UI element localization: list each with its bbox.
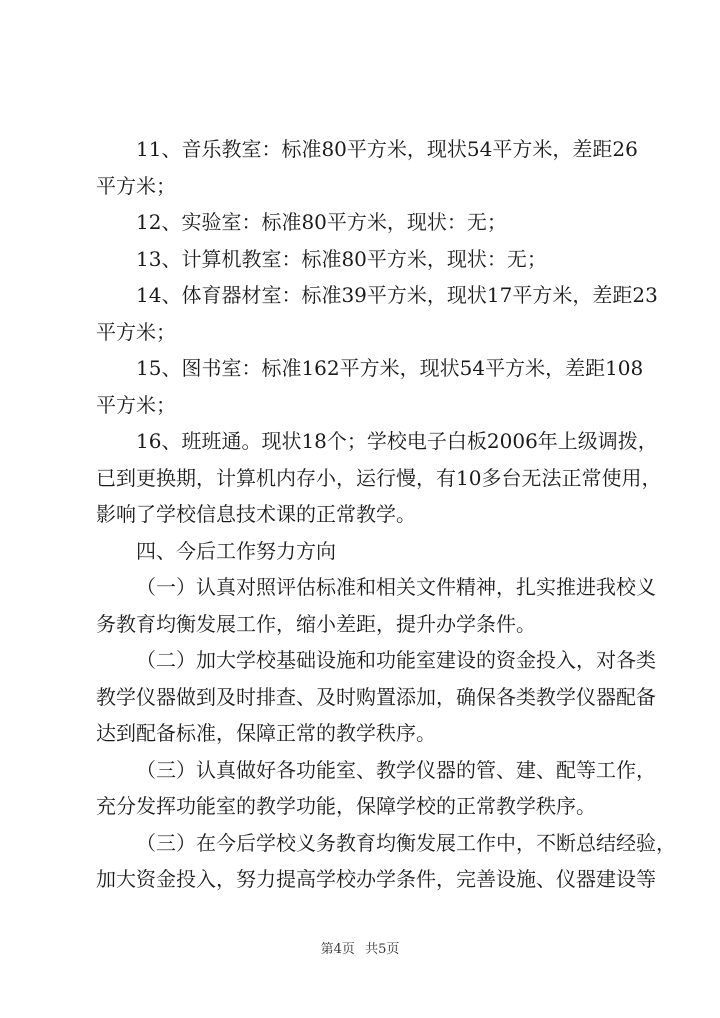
text-line: 13、计算机教室：标准80平方米，现状：无； — [136, 246, 547, 271]
text-line: 平方米； — [96, 173, 176, 198]
text-line: 15、图书室：标准162平方米，现状54平方米，差距108 — [136, 356, 644, 380]
text-line: 14、体育器材室：标准39平方米，现状17平方米，差距23 — [136, 283, 658, 307]
text-line: （一）认真对照评估标准和相关文件精神，扎实推进我校义 — [136, 575, 656, 599]
section-heading: 四、今后工作努力方向 — [136, 538, 336, 563]
text-line: 达到配备标准，保障正常的教学秩序。 — [96, 721, 436, 745]
body-text — [96, 131, 676, 898]
text-line: 11、音乐教室：标准80平方米，现状54平方米，差距26 — [136, 137, 638, 161]
page-footer — [0, 938, 720, 957]
text-line: 务教育均衡发展工作，缩小差距，提升办学条件。 — [96, 611, 536, 636]
text-line: 平方米； — [96, 319, 176, 344]
text-line: （二）加大学校基础设施和功能室建设的资金投入，对各类 — [136, 648, 656, 672]
text-line: 平方米； — [96, 392, 176, 417]
text-line: 影响了学校信息技术课的正常教学。 — [96, 502, 416, 526]
text-line: 16、班班通。现状18个；学校电子白板2006年上级调拨， — [136, 429, 658, 453]
text-line: （三）在今后学校义务教育均衡发展工作中，不断总结经验， — [136, 830, 676, 855]
text-line: 加大资金投入，努力提高学校办学条件，完善设施、仪器建设等 — [96, 867, 656, 891]
page-total: 共5页 — [365, 942, 400, 957]
text-line: 充分发挥功能室的教学功能，保障学校的正常教学秩序。 — [96, 794, 596, 818]
text-line: （三）认真做好各功能室、教学仪器的管、建、配等工作， — [136, 757, 656, 782]
text-line: 12、实验室：标准80平方米，现状：无； — [136, 210, 507, 234]
text-line: 教学仪器做到及时排查、及时购置添加，确保各类教学仪器配备 — [96, 684, 656, 709]
page-number: 第4页 — [320, 942, 355, 957]
text-line: 已到更换期，计算机内存小，运行慢，有10多台无法正常使用， — [96, 465, 662, 490]
